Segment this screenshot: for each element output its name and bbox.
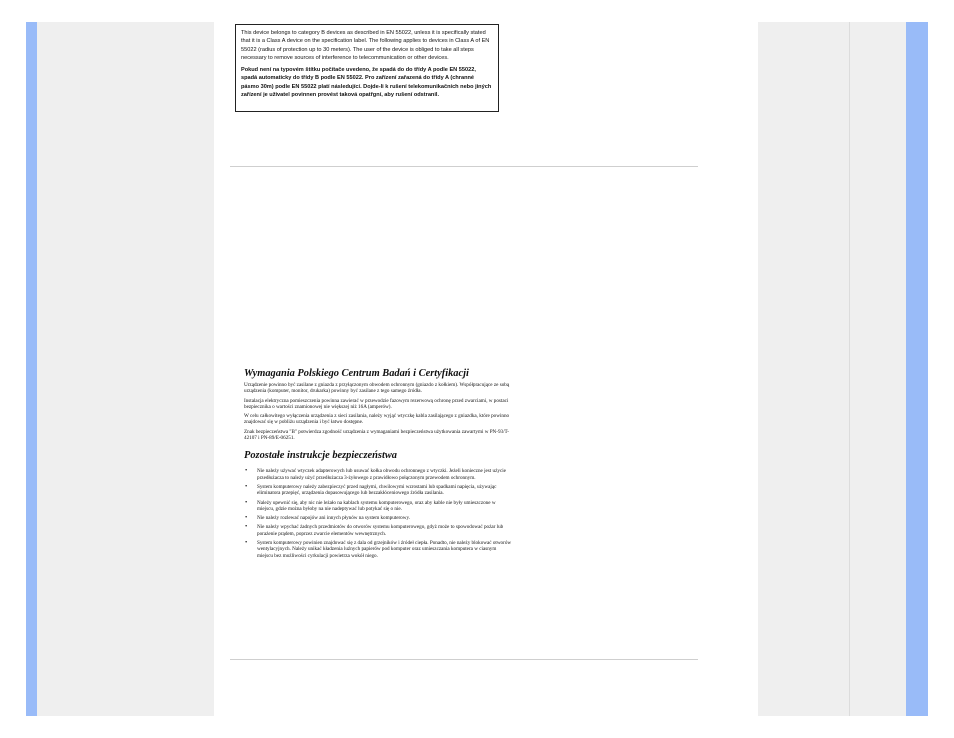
list-item [244, 540, 512, 559]
bullet-icon: • [245, 467, 248, 475]
polish-paragraph: Znak bezpieczeństwa "B" potwierdza zgodność urządzenia z wymaganiami bezpieczeństwa użytkowania zawartymi w PN-93/T-42107 i PN-89/E-06251. [244, 428, 509, 442]
bullet-icon: • [245, 514, 248, 522]
polish-paragraph: W celu całkowitego wyłączenia urządzenia z sieci zasilania, należy wyjąć wtyczkę kabla zasilającego z gniazdka, które powinno znajdować się w pobliżu urządzenia i być łatwo dostępne. [244, 413, 510, 426]
list-item [244, 500, 512, 513]
right-sidebar-panel [758, 22, 850, 716]
list-item-text: Nie należy rozlewać napojów ani innych płynów na system komputerowy. [257, 515, 410, 522]
list-item-text: Należy upewnić się, aby nic nie leżało na kablach systemu komputerowego, oraz aby kable nie były umieszczone w miejscu, gdzie można byłoby na nie nadeptywać lub potykać się o nie. [257, 499, 496, 512]
divider-bottom [230, 659, 698, 660]
list-item-text: System komputerowy powinien znajdować się z dala od grzejników i źródeł ciepła. Ponadto, nie należy blokować otworów wentylacyjnych. Należy unikać kładzenia luźnych papierów pod komputer oraz umieszczania komputera w ciasnym miejscu bez możliwości cyrkulacji powietrza wokół niego. [257, 540, 512, 559]
polish-safety-section [244, 367, 512, 562]
list-item-text: System komputerowy należy zabezpieczyć przed nagłymi, chwilowymi wzrostami lub spadkami napięcia, używając eliminatora przepięć, urządzenia dopasowującego lub bezzakłóceniowego źródła zasilania. [257, 483, 497, 497]
list-item-text: Nie należy używać wtyczek adapterowych lub usuwać kołka obwodu ochronnego z wtyczki. Jeżeli konieczne jest użycie przedłużacza to należy użyć przedłużacza 3-żyłowego z prawidłowo połączonym przewodem ochronnym. [257, 468, 506, 481]
emc-notice-box [235, 24, 499, 112]
notice-czech-text: Pokud není na typovém štítku počítače uvedeno, že spadá do do třídy A podle EN 55022, spadá automaticky do třídy B podle EN 55022. Pro zařízení zařazená do třídy A (chranné pásmo 30m) podle EN 55022 platí následující. Dojde-li k rušení telekomunikačních nebo jiných zařízení je uživatel povinnen provést taková opatřgní, aby rušení odstranil. [241, 67, 492, 99]
list-item [244, 524, 512, 537]
safety-bullet-list [244, 468, 512, 559]
bullet-icon: • [245, 523, 248, 531]
bullet-icon: • [245, 539, 248, 547]
list-item [244, 515, 512, 521]
other-safety-heading: Pozostałe instrukcje bezpieczeństwa [244, 450, 397, 462]
bullet-icon: • [245, 498, 248, 506]
list-item [244, 468, 512, 481]
right-sidebar-panel-2 [850, 22, 906, 716]
divider-top [230, 166, 698, 167]
bullet-icon: • [245, 482, 248, 490]
left-sidebar-panel [37, 22, 214, 716]
list-item [244, 484, 512, 497]
notice-english-text: This device belongs to category B devices as described in EN 55022, unless it is specifically stated that it is a Class A device on the specification label. The following applies to devices in Class A of EN 55022 (radius of protection up to 30 meters). The user of the device is obliged to take all steps necessary to remove sources of interference to telecommunication or other devices. [241, 30, 490, 61]
polish-paragraph: Instalacja elektryczna pomieszczenia powinna zawierać w przewodzie fazowym rezerwową ochronę przed zwarciami, w postaci bezpiecznika o wartości znamionowej nie większej niż 16A (amperów). [244, 397, 509, 410]
left-frame-blue [26, 22, 37, 716]
right-frame-blue [906, 22, 928, 716]
list-item-text: Nie należy wpychać żadnych przedmiotów do otworów systemu komputerowego, gdyż może to spowodować pożar lub porażenie prądem, poprzez zwarcie elementów wewnętrznych. [257, 524, 504, 537]
polish-certification-heading: Wymagania Polskiego Centrum Badań i Certyfikacji [244, 368, 469, 379]
polish-paragraph: Urządzenie powinno być zasilane z gniazda z przyłączonym obwodem ochronnym (gniazdo z kołkiem). Współpracujące ze sobą urządzenia (komputer, monitor, drukarka) powinny być zasilane z tego samego źródła. [244, 382, 510, 395]
